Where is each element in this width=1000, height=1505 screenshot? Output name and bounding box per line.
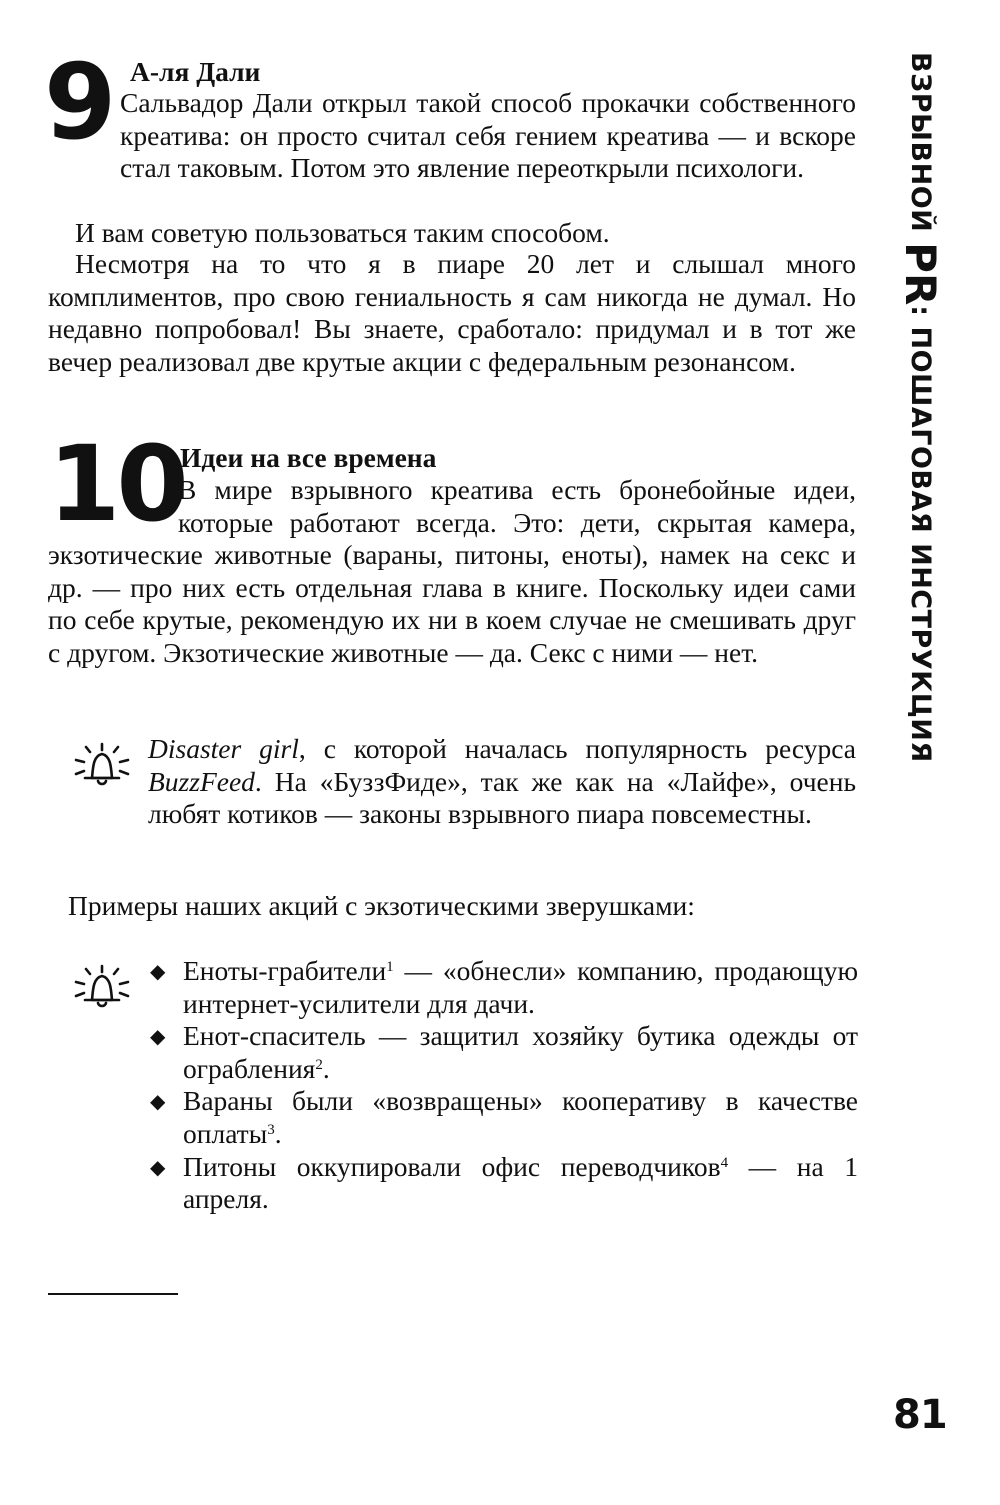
running-title-part-3: : ПОШАГОВАЯ ИНСТРУКЦИЯ	[905, 305, 936, 763]
running-title-part-1: ВЗРЫВНОЙ	[905, 52, 936, 243]
bullet-icon: ◆	[150, 1091, 166, 1114]
section-9-story: Несмотря на то что я в пиаре 20 лет и слышал много комплиментов, про свою гениальность я сам никогда не думал. Но недавно попробовал! Вы знаете, сработало: придумал и в тот же вечер реализовал две крутые акции с федеральным резонансом.	[48, 248, 856, 377]
bell-icon	[70, 740, 134, 792]
section-9-text	[48, 87, 856, 185]
footnote-ref: 2	[315, 1056, 323, 1073]
note-text-1: , с которой началась популярность ресурса	[298, 733, 856, 764]
section-10-number: 10	[48, 423, 185, 545]
list-item	[148, 955, 858, 1020]
list-item	[148, 1020, 858, 1085]
example-text: Енот-спаситель — защитил хозяйку бутика одежды от ограбления	[183, 1020, 858, 1084]
section-9-title: А-ля Дали	[130, 56, 261, 87]
section-10-body: В мире взрывного креатива есть бронебойные идеи, которые работают всегда. Это: дети, скрытая камера, экзотические животные (вараны, питоны, еноты), намек на секс и др. — про них есть отдельная глава в книге. Поскольку идеи сами по себе крутые, рекомендую их ни в коем случае не смешивать друг с другом. Экзотические животные — да. Секс с ними — нет.	[48, 474, 856, 668]
note-italic-disaster-girl: Disaster girl	[148, 733, 299, 764]
bullet-icon: ◆	[150, 961, 166, 983]
list-item	[148, 1085, 858, 1150]
example-tail: — на 1 апреля.	[183, 1150, 858, 1215]
footnote-ref: 1	[386, 959, 394, 975]
examples-intro: Примеры наших акций с экзотическими зверушками:	[68, 890, 695, 921]
section-10-text	[48, 474, 856, 670]
footnote-ref: 3	[267, 1121, 275, 1138]
section-10-title: Идеи на все времена	[180, 442, 437, 473]
example-tail: — «обнесли» компанию, продающую интернет-усилители для дачи.	[183, 955, 858, 1019]
footnote-divider	[48, 1293, 178, 1295]
example-text: Вараны были «возвращены» кооперативу в качестве оплаты	[183, 1085, 858, 1149]
running-title-pr: PR	[896, 242, 945, 306]
bell-icon	[70, 962, 134, 1014]
section-9-body: Сальвадор Дали открыл такой способ прокачки собственного креатива: он просто считал себя гением креатива — и вскоре стал таковым. Потом это явление переоткрыли психологи.	[120, 87, 856, 184]
example-tail: .	[322, 1052, 330, 1084]
list-item	[148, 1151, 858, 1216]
section-9-number: 9	[44, 41, 113, 163]
running-title	[896, 52, 945, 763]
note-italic-buzzfeed: BuzzFeed	[148, 765, 255, 797]
page-number: 81	[893, 1392, 947, 1438]
footnote-ref: 4	[720, 1154, 729, 1171]
section-9-number-slot	[48, 87, 120, 183]
buzzfeed-note	[148, 733, 856, 831]
note-text-2: . На «БуззФиде», так же как на «Лайфе», очень любят котиков — законы взрывного пиара повсеместны.	[148, 765, 856, 830]
section-9-advice: И вам советую пользоваться таким способом.	[75, 217, 610, 248]
example-text: Питоны оккупировали офис переводчиков	[183, 1150, 721, 1182]
section-10-number-slot	[48, 474, 178, 538]
bullet-icon: ◆	[150, 1026, 166, 1049]
examples-list	[148, 955, 858, 1216]
example-tail: .	[274, 1117, 282, 1149]
example-text: Еноты-грабители	[183, 955, 387, 986]
bullet-icon: ◆	[150, 1156, 166, 1179]
